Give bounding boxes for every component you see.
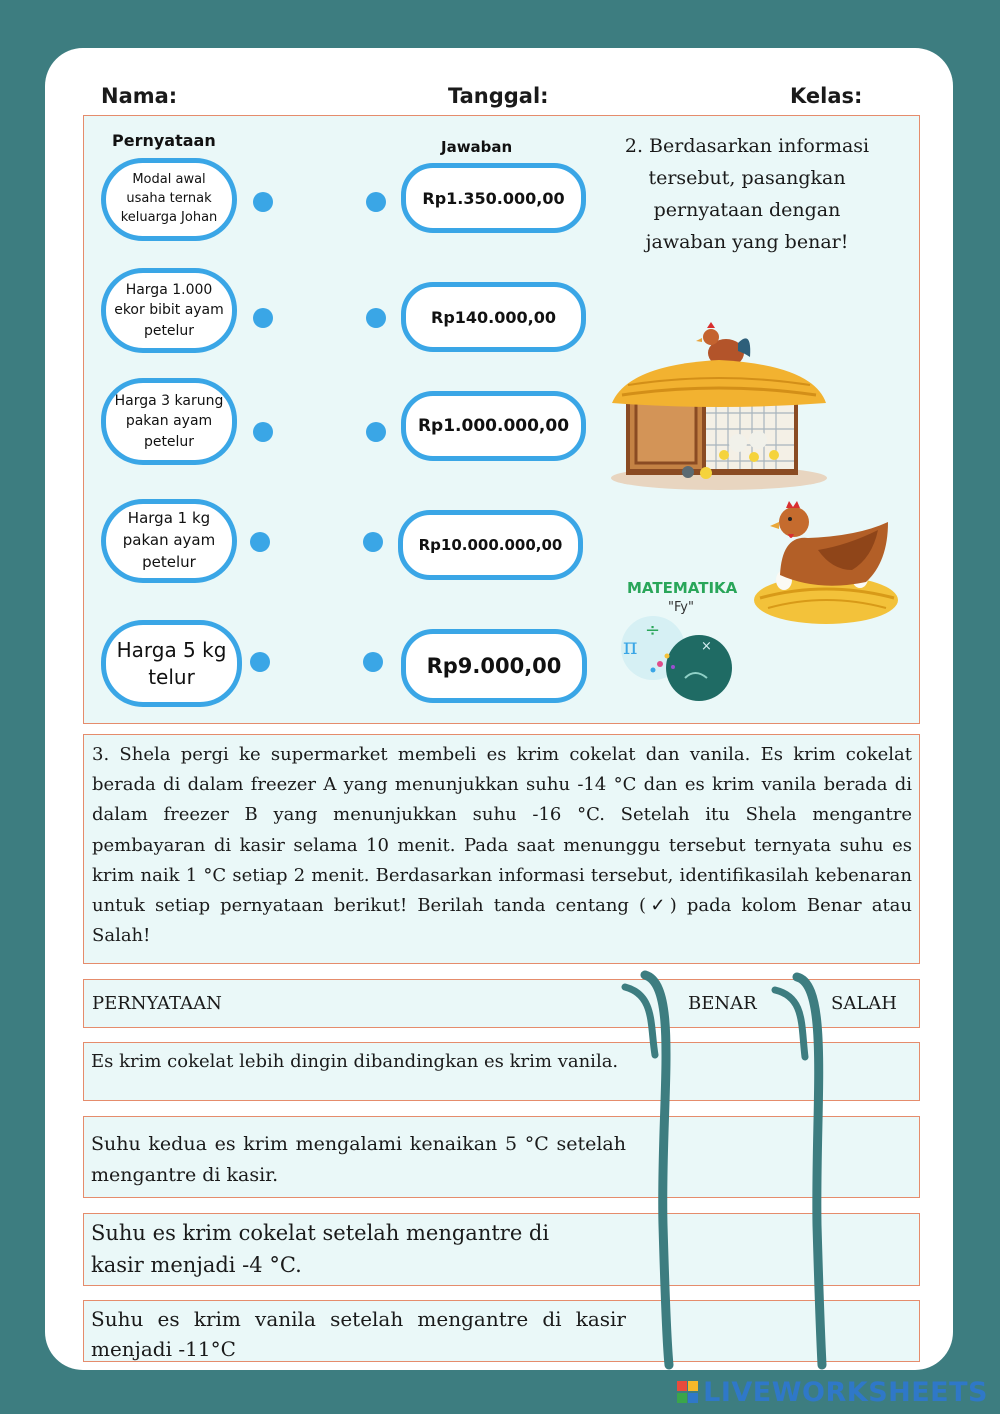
statements-heading: Pernyataan: [112, 131, 216, 150]
column-false-heading: SALAH: [831, 993, 897, 1014]
statement-dot-3[interactable]: [253, 422, 273, 442]
row-statement-4: Suhu es krim vanila setelah mengantre di kasir menjadi -11°C: [91, 1307, 626, 1361]
answer-pill-2[interactable]: Rp140.000,00: [401, 282, 586, 352]
answer-pill-3[interactable]: Rp1.000.000,00: [401, 391, 586, 461]
statement-pill-3[interactable]: Harga 3 karung pakan ayam petelur: [101, 378, 237, 465]
answer-pill-1[interactable]: Rp1.350.000,00: [401, 163, 586, 233]
statement-pill-1[interactable]: Modal awal usaha ternak keluarga Johan: [101, 158, 237, 241]
answer-pill-4[interactable]: Rp10.000.000,00: [398, 510, 583, 580]
column-statement-heading: PERNYATAAN: [92, 993, 222, 1014]
class-label: Kelas:: [790, 84, 863, 108]
answer-dot-5[interactable]: [363, 652, 383, 672]
statement-dot-4[interactable]: [250, 532, 270, 552]
name-label: Nama:: [101, 84, 178, 108]
date-label: Tanggal:: [448, 84, 549, 108]
chicken-coop-illustration: [608, 315, 830, 490]
statement-dot-1[interactable]: [253, 192, 273, 212]
brand-text: LIVEWORKSHEETS: [703, 1377, 988, 1408]
svg-text:π: π: [623, 635, 638, 660]
svg-text:×: ×: [701, 639, 712, 654]
answer-pill-5[interactable]: Rp9.000,00: [401, 629, 587, 703]
row-statement-1: Es krim cokelat lebih dingin dibandingkan es krim vanila.: [91, 1051, 619, 1072]
math-logo-icon: [615, 612, 737, 704]
logo-subtitle: "Fy": [668, 600, 694, 615]
column-true-heading: BENAR: [688, 993, 757, 1014]
statement-dot-5[interactable]: [250, 652, 270, 672]
statement-pill-5[interactable]: Harga 5 kg telur: [101, 620, 242, 707]
svg-text:÷: ÷: [645, 620, 661, 641]
statement-pill-2[interactable]: Harga 1.000 ekor bibit ayam petelur: [101, 268, 237, 353]
question-3-text: 3. Shela pergi ke supermarket membeli es krim cokelat dan vanila. Es krim cokelat berada di dalam freezer A yang menunjukkan suhu -14 °C dan es krim vanila berada di dalam freezer B yang menunjukkan suhu -16 °C. Setelah itu Shela mengantre pembayaran di kasir selama 10 menit. Pada saat menunggu tersebut ternyata suhu es krim naik 1 °C setiap 2 menit. Berdasarkan informasi tersebut, identifikasilah kebenaran untuk setiap pernyataan berikut! Berilah tanda centang (✓) pada kolom Benar atau Salah!: [92, 744, 912, 947]
decorative-divider-lines: [615, 965, 845, 1370]
liveworksheets-brand: [677, 1377, 988, 1408]
hen-nest-illustration: [748, 500, 903, 630]
question-2-text: 2. Berdasarkan informasi tersebut, pasangkan pernyataan dengan jawaban yang benar!: [624, 135, 870, 253]
answer-dot-1[interactable]: [366, 192, 386, 212]
statement-pill-4[interactable]: Harga 1 kg pakan ayam petelur: [101, 499, 237, 583]
answer-dot-3[interactable]: [366, 422, 386, 442]
answer-dot-2[interactable]: [366, 308, 386, 328]
answers-heading: Jawaban: [441, 138, 513, 156]
brand-logo-icon: [677, 1381, 699, 1405]
row-statement-2: Suhu kedua es krim mengalami kenaikan 5 °C setelah mengantre di kasir.: [91, 1133, 626, 1186]
statement-dot-2[interactable]: [253, 308, 273, 328]
answer-dot-4[interactable]: [363, 532, 383, 552]
row-statement-3: Suhu es krim cokelat setelah mengantre di kasir menjadi -4 °C.: [91, 1221, 550, 1277]
logo-title: MATEMATIKA: [627, 579, 738, 597]
